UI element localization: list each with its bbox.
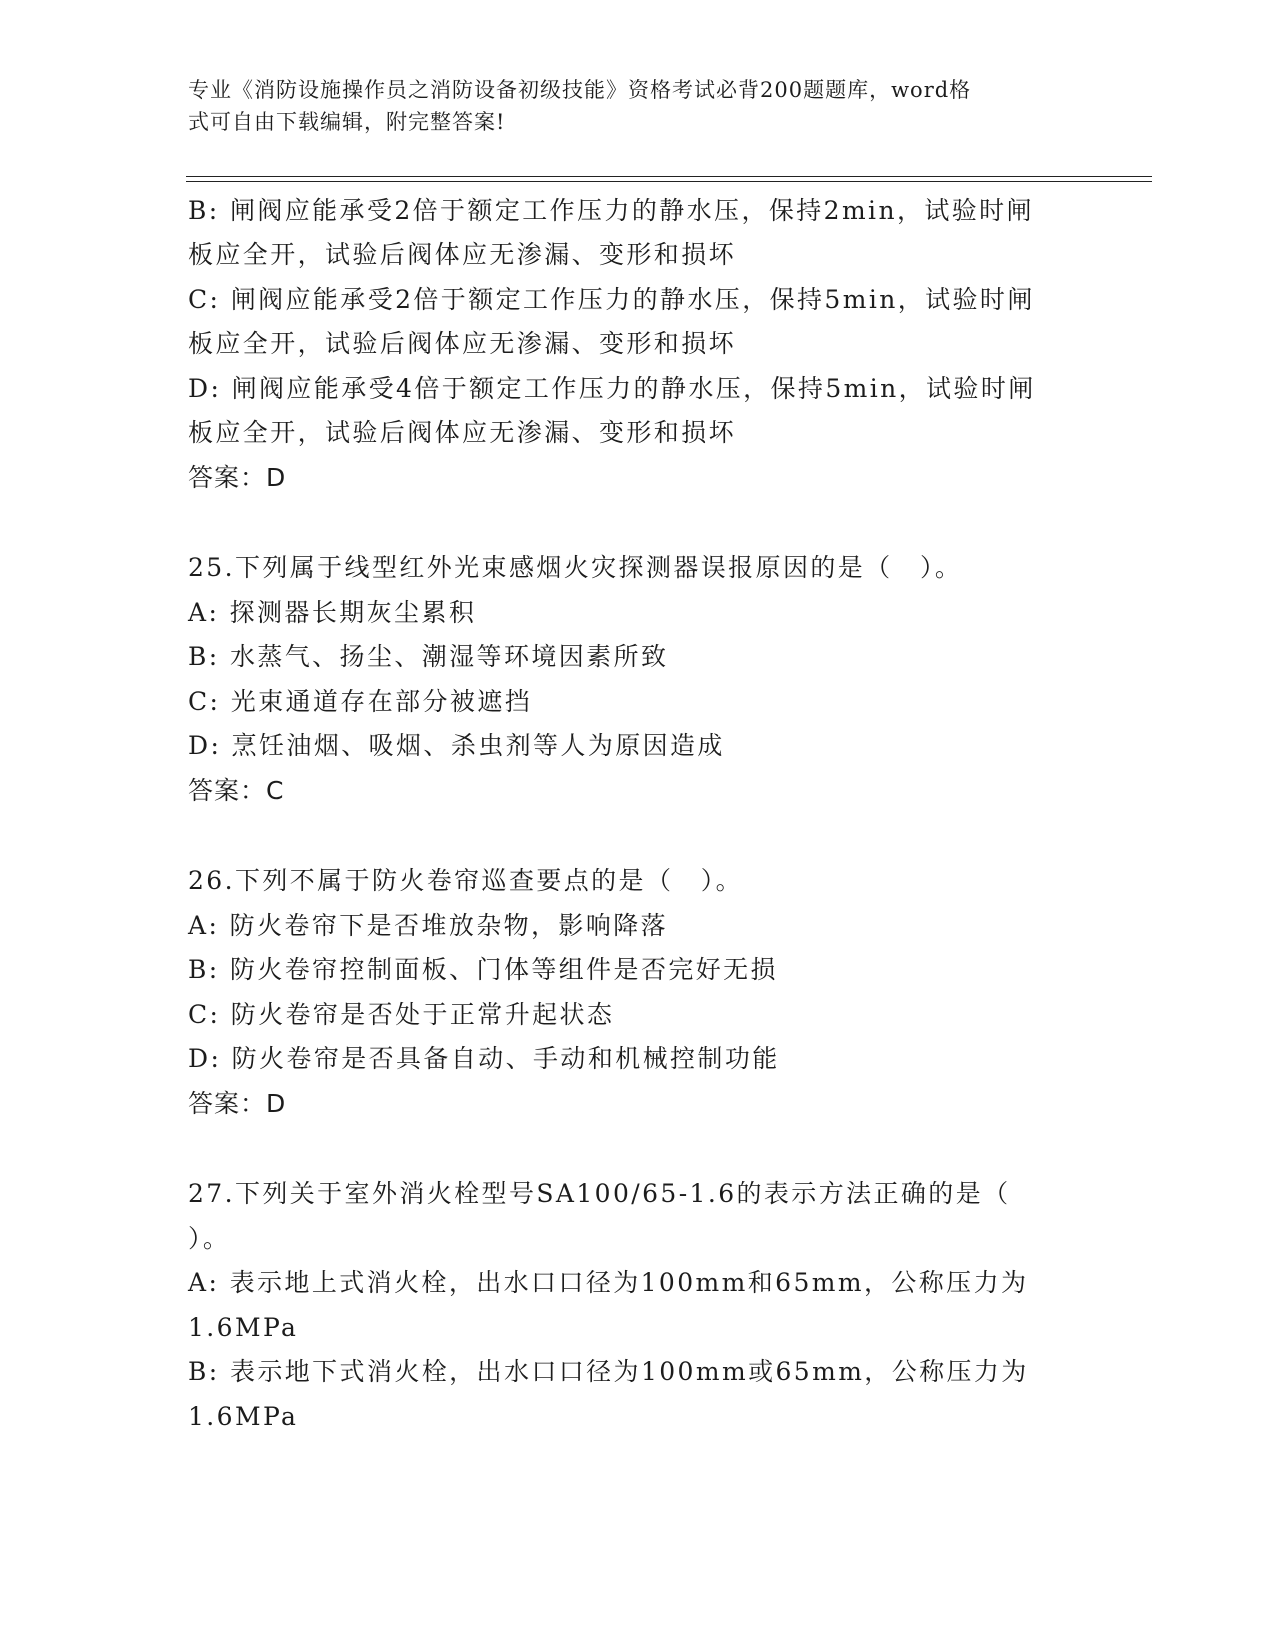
q25-option-c: C: 光束通道存在部分被遮挡 [188,687,533,716]
header-line-2: 式可自由下载编辑，附完整答案! [188,110,506,134]
q26-option-c: C: 防火卷帘是否处于正常升起状态 [188,1000,615,1029]
prev-option-c-line-2: 板应全开，试验后阀体应无渗漏、变形和损坏 [188,329,737,358]
q25-option-d: D: 烹饪油烟、吸烟、杀虫剂等人为原因造成 [188,731,725,760]
header-line-1: 专业《消防设施操作员之消防设备初级技能》资格考试必背200题题库，word格 [188,78,972,102]
q25-option-b: B: 水蒸气、扬尘、潮湿等环境因素所致 [188,642,669,671]
q26-option-a: A: 防火卷帘下是否堆放杂物，影响降落 [188,911,669,940]
header-divider-top [186,176,1152,177]
q27-stem-line-2: ）。 [188,1224,231,1253]
document-header [188,74,1068,138]
q26-answer: 答案：D [188,1089,287,1118]
q27-option-b-line-2: 1.6MPa [188,1402,299,1431]
q27-option-a-line-1: A: 表示地上式消火栓，出水口口径为100mm和65mm，公称压力为 [188,1268,1029,1297]
q26-stem: 26.下列不属于防火卷帘巡查要点的是（ ）。 [188,866,744,895]
header-divider-bottom [186,181,1152,182]
q25-stem: 25.下列属于线型红外光束感烟火灾探测器误报原因的是（ ）。 [188,553,963,582]
prev-option-d-line-2: 板应全开，试验后阀体应无渗漏、变形和损坏 [188,418,737,447]
q27-option-b-line-1: B: 表示地下式消火栓，出水口口径为100mm或65mm，公称压力为 [188,1357,1029,1386]
q25-answer: 答案：C [188,776,285,805]
q25-option-a: A: 探测器长期灰尘累积 [188,598,477,627]
q27-option-a-line-2: 1.6MPa [188,1313,299,1342]
q27-stem-line-1: 27.下列关于室外消火栓型号SA100/65-1.6的表示方法正确的是（ [188,1179,1011,1208]
prev-option-b-line-1: B: 闸阀应能承受2倍于额定工作压力的静水压，保持2min，试验时闸 [188,196,1034,225]
prev-answer: 答案：D [188,463,287,492]
prev-option-b-line-2: 板应全开，试验后阀体应无渗漏、变形和损坏 [188,240,737,269]
prev-option-d-line-1: D: 闸阀应能承受4倍于额定工作压力的静水压，保持5min，试验时闸 [188,374,1036,403]
prev-option-c-line-1: C: 闸阀应能承受2倍于额定工作压力的静水压，保持5min，试验时闸 [188,285,1035,314]
q26-option-b: B: 防火卷帘控制面板、门体等组件是否完好无损 [188,955,778,984]
q26-option-d: D: 防火卷帘是否具备自动、手动和机械控制功能 [188,1044,780,1073]
